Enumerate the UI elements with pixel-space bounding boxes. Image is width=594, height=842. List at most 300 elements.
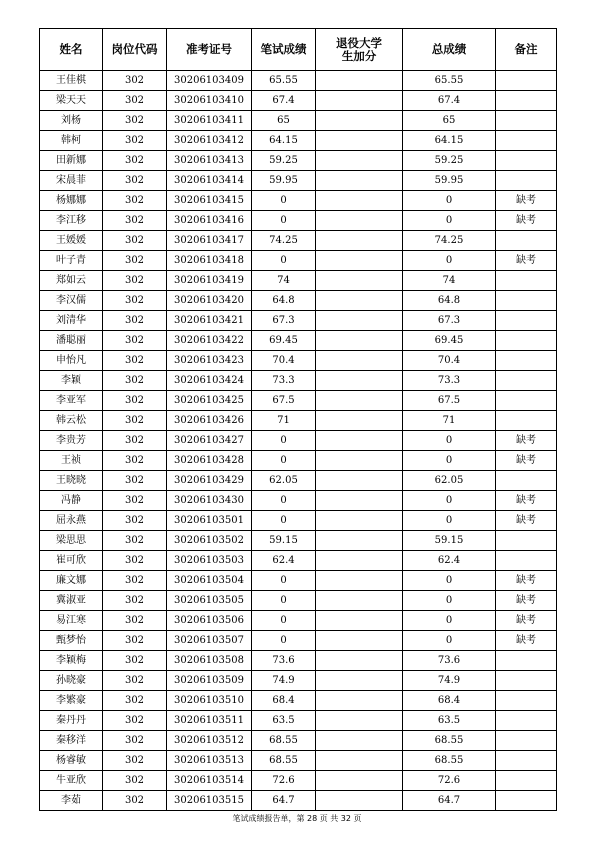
cell-remarks — [496, 231, 557, 251]
cell-position-code: 302 — [103, 291, 167, 311]
cell-name: 王晓晓 — [40, 471, 103, 491]
cell-veteran-bonus — [316, 691, 403, 711]
cell-written-score: 67.3 — [252, 311, 316, 331]
cell-remarks — [496, 691, 557, 711]
cell-total-score: 73.6 — [403, 651, 496, 671]
cell-position-code: 302 — [103, 331, 167, 351]
cell-written-score: 64.15 — [252, 131, 316, 151]
cell-veteran-bonus — [316, 351, 403, 371]
cell-total-score: 0 — [403, 211, 496, 231]
cell-position-code: 302 — [103, 371, 167, 391]
cell-name: 梁思思 — [40, 531, 103, 551]
cell-name: 李颖 — [40, 371, 103, 391]
table-row — [40, 571, 557, 591]
cell-remarks — [496, 131, 557, 151]
cell-written-score: 0 — [252, 611, 316, 631]
cell-position-code: 302 — [103, 231, 167, 251]
cell-remarks — [496, 371, 557, 391]
cell-name: 李贵芳 — [40, 431, 103, 451]
cell-position-code: 302 — [103, 651, 167, 671]
cell-written-score: 0 — [252, 631, 316, 651]
cell-remarks — [496, 351, 557, 371]
cell-total-score: 59.95 — [403, 171, 496, 191]
cell-veteran-bonus — [316, 71, 403, 91]
cell-position-code: 302 — [103, 771, 167, 791]
header-ticket-no: 准考证号 — [167, 29, 252, 71]
table-row — [40, 711, 557, 731]
cell-written-score: 0 — [252, 451, 316, 471]
cell-written-score: 72.6 — [252, 771, 316, 791]
cell-ticket-no: 30206103409 — [167, 71, 252, 91]
cell-position-code: 302 — [103, 171, 167, 191]
header-written-score: 笔试成绩 — [252, 29, 316, 71]
cell-ticket-no: 30206103410 — [167, 91, 252, 111]
cell-ticket-no: 30206103428 — [167, 451, 252, 471]
cell-total-score: 73.3 — [403, 371, 496, 391]
cell-name: 韩柯 — [40, 131, 103, 151]
cell-written-score: 74.25 — [252, 231, 316, 251]
cell-total-score: 71 — [403, 411, 496, 431]
cell-remarks — [496, 311, 557, 331]
cell-position-code: 302 — [103, 71, 167, 91]
cell-position-code: 302 — [103, 131, 167, 151]
cell-veteran-bonus — [316, 491, 403, 511]
table-row — [40, 151, 557, 171]
cell-remarks — [496, 751, 557, 771]
cell-total-score: 0 — [403, 591, 496, 611]
cell-position-code: 302 — [103, 631, 167, 651]
cell-ticket-no: 30206103417 — [167, 231, 252, 251]
cell-written-score: 73.6 — [252, 651, 316, 671]
cell-remarks: 缺考 — [496, 451, 557, 471]
cell-written-score: 62.4 — [252, 551, 316, 571]
table-row — [40, 231, 557, 251]
cell-position-code: 302 — [103, 531, 167, 551]
cell-veteran-bonus — [316, 631, 403, 651]
cell-ticket-no: 30206103429 — [167, 471, 252, 491]
cell-name: 田新娜 — [40, 151, 103, 171]
cell-position-code: 302 — [103, 251, 167, 271]
table-row — [40, 611, 557, 631]
cell-name: 王祯 — [40, 451, 103, 471]
cell-ticket-no: 30206103430 — [167, 491, 252, 511]
cell-position-code: 302 — [103, 211, 167, 231]
cell-written-score: 0 — [252, 191, 316, 211]
cell-ticket-no: 30206103418 — [167, 251, 252, 271]
cell-remarks: 缺考 — [496, 211, 557, 231]
cell-position-code: 302 — [103, 691, 167, 711]
cell-written-score: 0 — [252, 431, 316, 451]
cell-position-code: 302 — [103, 731, 167, 751]
cell-total-score: 0 — [403, 571, 496, 591]
cell-total-score: 63.5 — [403, 711, 496, 731]
cell-total-score: 67.5 — [403, 391, 496, 411]
cell-position-code: 302 — [103, 151, 167, 171]
cell-total-score: 68.55 — [403, 751, 496, 771]
cell-written-score: 59.25 — [252, 151, 316, 171]
cell-veteran-bonus — [316, 271, 403, 291]
cell-written-score: 71 — [252, 411, 316, 431]
cell-name: 甄梦怡 — [40, 631, 103, 651]
cell-name: 李汉儒 — [40, 291, 103, 311]
cell-total-score: 72.6 — [403, 771, 496, 791]
cell-name: 叶子青 — [40, 251, 103, 271]
cell-position-code: 302 — [103, 471, 167, 491]
cell-total-score: 0 — [403, 511, 496, 531]
cell-ticket-no: 30206103420 — [167, 291, 252, 311]
cell-name: 崔可欣 — [40, 551, 103, 571]
table-row — [40, 311, 557, 331]
cell-total-score: 64.15 — [403, 131, 496, 151]
table-row — [40, 171, 557, 191]
cell-total-score: 74.25 — [403, 231, 496, 251]
cell-total-score: 68.4 — [403, 691, 496, 711]
cell-ticket-no: 30206103509 — [167, 671, 252, 691]
cell-ticket-no: 30206103416 — [167, 211, 252, 231]
cell-ticket-no: 30206103424 — [167, 371, 252, 391]
cell-total-score: 65 — [403, 111, 496, 131]
table-row — [40, 271, 557, 291]
cell-written-score: 68.4 — [252, 691, 316, 711]
cell-written-score: 63.5 — [252, 711, 316, 731]
cell-remarks — [496, 111, 557, 131]
header-name: 姓名 — [40, 29, 103, 71]
cell-total-score: 64.8 — [403, 291, 496, 311]
cell-ticket-no: 30206103501 — [167, 511, 252, 531]
score-report-sheet — [39, 28, 556, 811]
cell-veteran-bonus — [316, 311, 403, 331]
cell-position-code: 302 — [103, 411, 167, 431]
cell-veteran-bonus — [316, 411, 403, 431]
cell-ticket-no: 30206103514 — [167, 771, 252, 791]
cell-total-score: 62.4 — [403, 551, 496, 571]
cell-veteran-bonus — [316, 251, 403, 271]
cell-written-score: 64.8 — [252, 291, 316, 311]
cell-total-score: 65.55 — [403, 71, 496, 91]
cell-ticket-no: 30206103422 — [167, 331, 252, 351]
cell-veteran-bonus — [316, 191, 403, 211]
cell-ticket-no: 30206103411 — [167, 111, 252, 131]
cell-written-score: 74 — [252, 271, 316, 291]
table-row — [40, 511, 557, 531]
cell-total-score: 62.05 — [403, 471, 496, 491]
table-row — [40, 211, 557, 231]
cell-position-code: 302 — [103, 351, 167, 371]
cell-veteran-bonus — [316, 111, 403, 131]
cell-remarks — [496, 771, 557, 791]
cell-written-score: 68.55 — [252, 751, 316, 771]
cell-ticket-no: 30206103512 — [167, 731, 252, 751]
cell-name: 郑如云 — [40, 271, 103, 291]
cell-name: 李颖梅 — [40, 651, 103, 671]
cell-position-code: 302 — [103, 711, 167, 731]
cell-ticket-no: 30206103414 — [167, 171, 252, 191]
cell-total-score: 67.4 — [403, 91, 496, 111]
cell-written-score: 0 — [252, 511, 316, 531]
table-row — [40, 191, 557, 211]
cell-name: 屈永燕 — [40, 511, 103, 531]
cell-name: 冯静 — [40, 491, 103, 511]
cell-written-score: 0 — [252, 571, 316, 591]
cell-remarks — [496, 531, 557, 551]
cell-total-score: 59.15 — [403, 531, 496, 551]
cell-ticket-no: 30206103510 — [167, 691, 252, 711]
cell-veteran-bonus — [316, 791, 403, 811]
cell-name: 刘清华 — [40, 311, 103, 331]
table-row — [40, 471, 557, 491]
table-row — [40, 411, 557, 431]
table-row — [40, 91, 557, 111]
cell-veteran-bonus — [316, 171, 403, 191]
table-row — [40, 731, 557, 751]
cell-name: 李亚军 — [40, 391, 103, 411]
table-row — [40, 791, 557, 811]
cell-name: 宋晨菲 — [40, 171, 103, 191]
cell-name: 秦移洋 — [40, 731, 103, 751]
cell-veteran-bonus — [316, 391, 403, 411]
cell-name: 王媛媛 — [40, 231, 103, 251]
cell-total-score: 74.9 — [403, 671, 496, 691]
cell-ticket-no: 30206103513 — [167, 751, 252, 771]
page-footer: 笔试成绩报告单，第 28 页 共 32 页 — [232, 814, 362, 823]
cell-remarks — [496, 71, 557, 91]
cell-total-score: 0 — [403, 451, 496, 471]
table-row — [40, 111, 557, 131]
table-row — [40, 291, 557, 311]
cell-veteran-bonus — [316, 711, 403, 731]
cell-name: 李繁豪 — [40, 691, 103, 711]
cell-veteran-bonus — [316, 611, 403, 631]
cell-total-score: 0 — [403, 611, 496, 631]
cell-written-score: 74.9 — [252, 671, 316, 691]
cell-ticket-no: 30206103421 — [167, 311, 252, 331]
cell-ticket-no: 30206103425 — [167, 391, 252, 411]
cell-ticket-no: 30206103515 — [167, 791, 252, 811]
cell-ticket-no: 30206103419 — [167, 271, 252, 291]
header-remarks: 备注 — [496, 29, 557, 71]
table-row — [40, 371, 557, 391]
table-row — [40, 691, 557, 711]
cell-ticket-no: 30206103426 — [167, 411, 252, 431]
cell-veteran-bonus — [316, 731, 403, 751]
cell-total-score: 59.25 — [403, 151, 496, 171]
cell-ticket-no: 30206103423 — [167, 351, 252, 371]
cell-name: 申怡凡 — [40, 351, 103, 371]
cell-veteran-bonus — [316, 751, 403, 771]
cell-written-score: 69.45 — [252, 331, 316, 351]
cell-ticket-no: 30206103502 — [167, 531, 252, 551]
cell-remarks — [496, 91, 557, 111]
cell-position-code: 302 — [103, 791, 167, 811]
cell-remarks — [496, 331, 557, 351]
cell-remarks — [496, 271, 557, 291]
cell-total-score: 0 — [403, 491, 496, 511]
cell-total-score: 74 — [403, 271, 496, 291]
header-veteran-bonus: 退役大学生加分 — [316, 29, 403, 71]
cell-total-score: 0 — [403, 431, 496, 451]
cell-name: 潘聪丽 — [40, 331, 103, 351]
table-row — [40, 71, 557, 91]
header-row — [40, 29, 557, 71]
cell-name: 秦丹丹 — [40, 711, 103, 731]
cell-position-code: 302 — [103, 671, 167, 691]
cell-name: 冀淑亚 — [40, 591, 103, 611]
cell-total-score: 0 — [403, 251, 496, 271]
cell-position-code: 302 — [103, 311, 167, 331]
table-row — [40, 651, 557, 671]
cell-position-code: 302 — [103, 571, 167, 591]
cell-position-code: 302 — [103, 591, 167, 611]
cell-name: 刘杨 — [40, 111, 103, 131]
cell-remarks — [496, 731, 557, 751]
cell-remarks — [496, 551, 557, 571]
header-position-code: 岗位代码 — [103, 29, 167, 71]
cell-veteran-bonus — [316, 511, 403, 531]
cell-written-score: 64.7 — [252, 791, 316, 811]
cell-written-score: 59.95 — [252, 171, 316, 191]
cell-remarks: 缺考 — [496, 251, 557, 271]
cell-ticket-no: 30206103505 — [167, 591, 252, 611]
cell-remarks — [496, 171, 557, 191]
score-table — [39, 28, 557, 811]
cell-written-score: 65 — [252, 111, 316, 131]
cell-name: 王佳棋 — [40, 71, 103, 91]
cell-total-score: 70.4 — [403, 351, 496, 371]
cell-veteran-bonus — [316, 451, 403, 471]
cell-veteran-bonus — [316, 531, 403, 551]
cell-written-score: 0 — [252, 591, 316, 611]
cell-position-code: 302 — [103, 391, 167, 411]
table-row — [40, 771, 557, 791]
cell-position-code: 302 — [103, 111, 167, 131]
table-row — [40, 331, 557, 351]
cell-written-score: 68.55 — [252, 731, 316, 751]
cell-veteran-bonus — [316, 571, 403, 591]
cell-written-score: 0 — [252, 491, 316, 511]
cell-remarks — [496, 151, 557, 171]
cell-name: 杨娜娜 — [40, 191, 103, 211]
cell-written-score: 65.55 — [252, 71, 316, 91]
cell-ticket-no: 30206103427 — [167, 431, 252, 451]
cell-total-score: 69.45 — [403, 331, 496, 351]
table-row — [40, 551, 557, 571]
cell-remarks: 缺考 — [496, 631, 557, 651]
cell-veteran-bonus — [316, 471, 403, 491]
cell-veteran-bonus — [316, 431, 403, 451]
cell-name: 孙晓豪 — [40, 671, 103, 691]
cell-remarks — [496, 651, 557, 671]
cell-remarks — [496, 471, 557, 491]
cell-remarks: 缺考 — [496, 491, 557, 511]
cell-written-score: 0 — [252, 211, 316, 231]
table-row — [40, 531, 557, 551]
cell-total-score: 68.55 — [403, 731, 496, 751]
cell-veteran-bonus — [316, 291, 403, 311]
cell-veteran-bonus — [316, 591, 403, 611]
cell-remarks: 缺考 — [496, 191, 557, 211]
table-row — [40, 131, 557, 151]
cell-total-score: 0 — [403, 191, 496, 211]
table-row — [40, 431, 557, 451]
table-row — [40, 351, 557, 371]
table-row — [40, 391, 557, 411]
cell-ticket-no: 30206103508 — [167, 651, 252, 671]
cell-veteran-bonus — [316, 551, 403, 571]
cell-total-score: 67.3 — [403, 311, 496, 331]
cell-veteran-bonus — [316, 131, 403, 151]
table-row — [40, 491, 557, 511]
cell-position-code: 302 — [103, 491, 167, 511]
table-body — [40, 71, 557, 811]
header-total-score: 总成绩 — [403, 29, 496, 71]
cell-remarks: 缺考 — [496, 431, 557, 451]
cell-name: 李茹 — [40, 791, 103, 811]
cell-remarks — [496, 671, 557, 691]
cell-ticket-no: 30206103504 — [167, 571, 252, 591]
cell-ticket-no: 30206103506 — [167, 611, 252, 631]
table-row — [40, 591, 557, 611]
cell-name: 杨睿敏 — [40, 751, 103, 771]
cell-veteran-bonus — [316, 151, 403, 171]
cell-veteran-bonus — [316, 91, 403, 111]
cell-position-code: 302 — [103, 271, 167, 291]
cell-ticket-no: 30206103511 — [167, 711, 252, 731]
cell-name: 廉文娜 — [40, 571, 103, 591]
cell-remarks: 缺考 — [496, 591, 557, 611]
cell-total-score: 64.7 — [403, 791, 496, 811]
cell-written-score: 0 — [252, 251, 316, 271]
table-row — [40, 251, 557, 271]
cell-remarks — [496, 711, 557, 731]
cell-position-code: 302 — [103, 611, 167, 631]
cell-name: 李江移 — [40, 211, 103, 231]
cell-veteran-bonus — [316, 331, 403, 351]
cell-position-code: 302 — [103, 451, 167, 471]
table-header — [40, 29, 557, 71]
cell-name: 牛亚欣 — [40, 771, 103, 791]
cell-veteran-bonus — [316, 671, 403, 691]
cell-position-code: 302 — [103, 191, 167, 211]
cell-remarks — [496, 791, 557, 811]
cell-ticket-no: 30206103507 — [167, 631, 252, 651]
cell-ticket-no: 30206103412 — [167, 131, 252, 151]
cell-remarks: 缺考 — [496, 611, 557, 631]
table-row — [40, 751, 557, 771]
cell-veteran-bonus — [316, 651, 403, 671]
cell-remarks: 缺考 — [496, 511, 557, 531]
cell-veteran-bonus — [316, 231, 403, 251]
cell-position-code: 302 — [103, 751, 167, 771]
cell-ticket-no: 30206103503 — [167, 551, 252, 571]
cell-name: 梁天天 — [40, 91, 103, 111]
cell-veteran-bonus — [316, 371, 403, 391]
table-row — [40, 451, 557, 471]
cell-total-score: 0 — [403, 631, 496, 651]
cell-written-score: 62.05 — [252, 471, 316, 491]
cell-ticket-no: 30206103415 — [167, 191, 252, 211]
cell-written-score: 73.3 — [252, 371, 316, 391]
cell-position-code: 302 — [103, 551, 167, 571]
table-row — [40, 631, 557, 651]
cell-remarks — [496, 391, 557, 411]
cell-veteran-bonus — [316, 211, 403, 231]
cell-written-score: 67.4 — [252, 91, 316, 111]
cell-ticket-no: 30206103413 — [167, 151, 252, 171]
cell-written-score: 70.4 — [252, 351, 316, 371]
cell-name: 易江寒 — [40, 611, 103, 631]
cell-remarks — [496, 291, 557, 311]
cell-remarks: 缺考 — [496, 571, 557, 591]
